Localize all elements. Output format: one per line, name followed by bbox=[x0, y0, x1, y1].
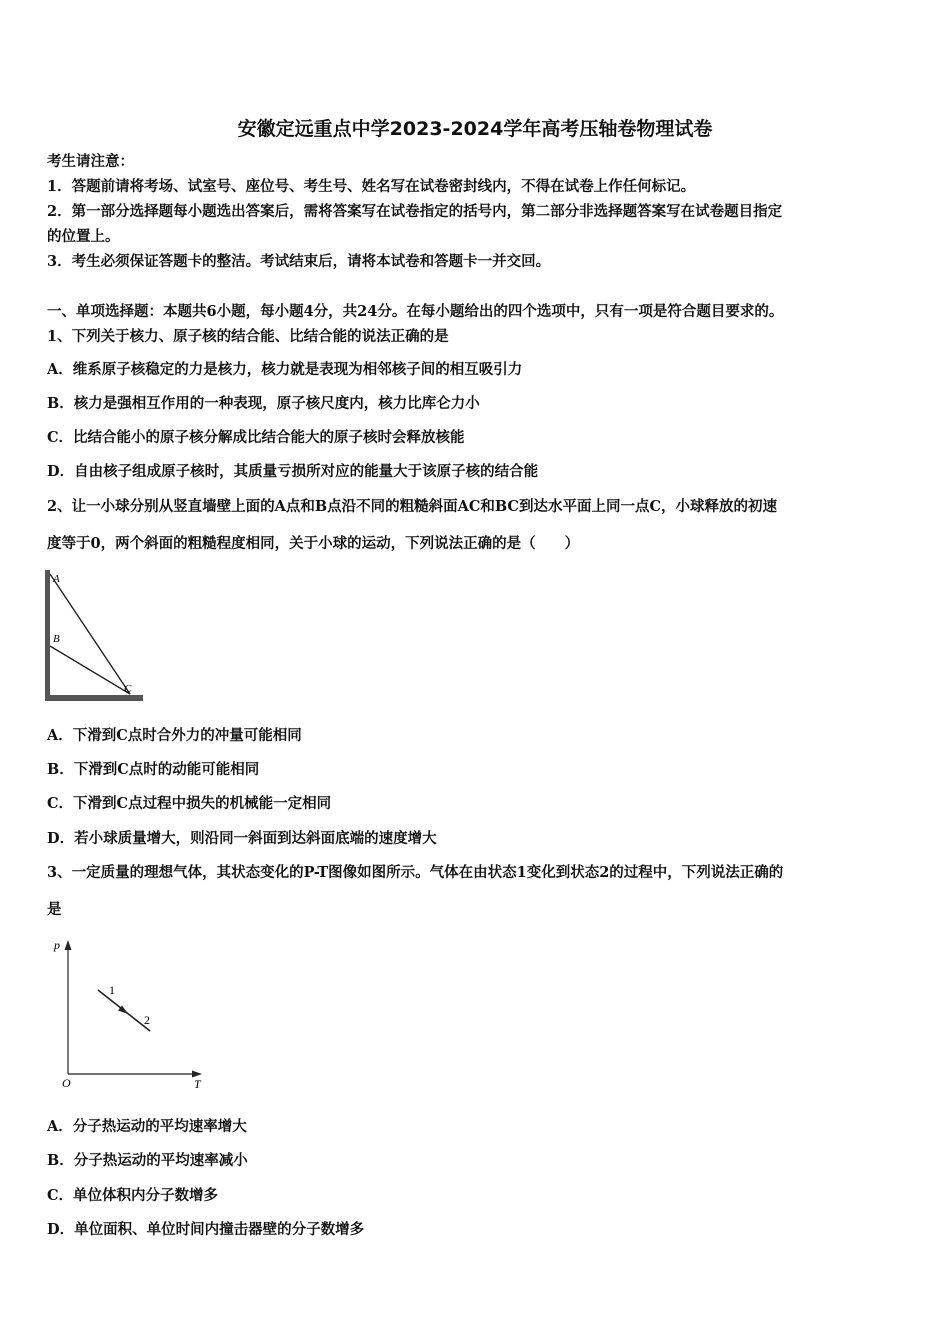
page-title: 安徽定远重点中学2023-2024学年高考压轴卷物理试卷 bbox=[237, 118, 713, 140]
q3-option-b: B．分子热运动的平均速率减小 bbox=[47, 1152, 248, 1169]
notice-item-1: 1．答题前请将考场、试室号、座位号、考生号、姓名写在试卷密封线内，不得在试卷上作任何标记。 bbox=[47, 178, 696, 195]
notice-item-3: 3．考生必须保证答题卡的整洁。考试结束后，请将本试卷和答题卡一并交回。 bbox=[47, 253, 551, 270]
q2-option-b: B．下滑到C点时的动能可能相同 bbox=[47, 761, 260, 778]
state-2-label: 2 bbox=[144, 1013, 150, 1027]
q1-option-d: D．自由核子组成原子核时，其质量亏损所对应的能量大于该原子核的结合能 bbox=[47, 463, 539, 480]
notice-item-2-cont: 的位置上。 bbox=[47, 228, 120, 245]
q2-option-d: D．若小球质量增大，则沿同一斜面到达斜面底端的速度增大 bbox=[47, 830, 437, 847]
notice-heading: 考生请注意： bbox=[47, 153, 134, 170]
label-p: p bbox=[54, 938, 60, 952]
wall bbox=[45, 570, 50, 700]
q1-option-c: C．比结合能小的原子核分解成比结合能大的原子核时会释放核能 bbox=[47, 429, 465, 446]
q2-stem-1: 2、让一小球分别从竖直墙壁上面的A点和B点沿不同的粗糙斜面AC和BC到达水平面上同一点C，小球释放的初速 bbox=[47, 498, 777, 515]
section-heading: 一、单项选择题：本题共6小题，每小题4分，共24分。在每小题给出的四个选项中，只有一项是符合题目要求的。 bbox=[47, 303, 784, 320]
q2-option-a: A．下滑到C点时合外力的冲量可能相同 bbox=[47, 727, 302, 744]
label-o: O bbox=[62, 1076, 71, 1090]
q1-option-b: B．核力是强相互作用的一种表现，原子核尺度内，核力比库仑力小 bbox=[47, 395, 480, 412]
ground bbox=[45, 695, 143, 701]
pt-graph-figure bbox=[48, 932, 218, 1092]
label-c: C bbox=[124, 683, 132, 695]
q3-option-d: D．单位面积、单位时间内撞击器壁的分子数增多 bbox=[47, 1221, 365, 1238]
label-b: B bbox=[53, 633, 60, 645]
q1-option-a: A．维系原子核稳定的力是核力，核力就是表现为相邻核子间的相互吸引力 bbox=[47, 361, 523, 378]
label-a: A bbox=[53, 573, 60, 585]
q3-option-c: C．单位体积内分子数增多 bbox=[47, 1187, 219, 1204]
incline-ac bbox=[50, 574, 130, 694]
q2-option-c: C．下滑到C点过程中损失的机械能一定相同 bbox=[47, 795, 332, 812]
q1-stem: 1、下列关于核力、原子核的结合能、比结合能的说法正确的是 bbox=[47, 328, 449, 345]
incline-wall-figure bbox=[42, 566, 152, 706]
label-t: T bbox=[194, 1077, 201, 1091]
notice-item-2: 2．第一部分选择题每小题选出答案后，需将答案写在试卷指定的括号内，第二部分非选择题答案写在试卷题目指定 bbox=[47, 203, 783, 220]
state-1-label: 1 bbox=[109, 983, 115, 997]
p-axis-arrow bbox=[65, 940, 72, 950]
q3-option-a: A．分子热运动的平均速率增大 bbox=[47, 1118, 247, 1135]
q3-stem-1: 3、一定质量的理想气体，其状态变化的P-T图像如图所示。气体在由状态1变化到状态2的过程中，下列说法正确的 bbox=[47, 864, 784, 881]
incline-bc bbox=[50, 646, 130, 694]
q2-stem-2: 度等于0，两个斜面的粗糙程度相同，关于小球的运动，下列说法正确的是（ ） bbox=[47, 535, 580, 552]
q3-stem-2: 是 bbox=[47, 901, 62, 918]
